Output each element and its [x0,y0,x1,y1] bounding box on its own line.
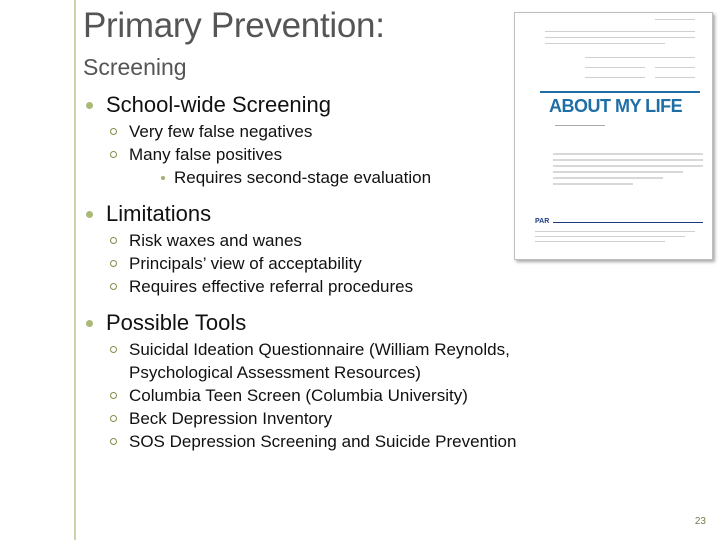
sub-bullet [86,275,606,298]
bullet-dot-icon [86,320,93,327]
publisher-logo: PAR [535,218,550,225]
sub-bullet-text: Very few false negatives [129,122,313,141]
sub-bullet-text: Suicidal Ideation Questionnaire (William Reynolds, Psychological Assessment Resources) [129,340,510,382]
ring-bullet-icon [110,283,117,290]
sub-bullet-text: SOS Depression Screening and Suicide Prevention [129,432,517,451]
bullet-text: Limitations [106,201,212,226]
ring-bullet-icon [110,151,117,158]
sub-sub-bullet-text: Requires second-stage evaluation [174,168,432,187]
ring-bullet-icon [110,237,117,244]
sub-bullet-text: Risk waxes and wanes [129,231,302,250]
bullet-dot-icon [86,102,93,109]
sub-bullet [86,407,606,430]
sub-bullet [86,430,606,453]
ring-bullet-icon [110,346,117,353]
left-accent-rule [74,0,76,540]
sub-bullet-text: Beck Depression Inventory [129,409,333,428]
sub-bullet [86,384,606,407]
sub-bullet [86,338,589,384]
slide-number: 23 [694,516,706,527]
slide-title: Primary Prevention: [83,6,385,45]
ring-bullet-icon [110,392,117,399]
ring-bullet-icon [110,260,117,267]
ring-bullet-icon [110,128,117,135]
bullet-possible-tools [86,308,606,338]
bullet-text: School-wide Screening [106,92,332,117]
ring-bullet-icon [110,415,117,422]
bullet-dot-icon [86,211,93,218]
about-my-life-form-image [514,12,713,260]
sub-bullet-text: Requires effective referral procedures [129,277,414,296]
about-my-life-logo: ABOUT MY LIFE [549,96,683,116]
ring-bullet-icon [110,438,117,445]
brand-rule [540,91,700,93]
sub-bullet-text: Principals’ view of acceptability [129,254,362,273]
dot-bullet-icon [161,176,165,180]
slide-subtitle: Screening [83,54,187,80]
bullet-text: Possible Tools [106,310,247,335]
sub-bullet-text: Many false positives [129,145,283,164]
sub-bullet-text: Columbia Teen Screen (Columbia University) [129,386,468,405]
